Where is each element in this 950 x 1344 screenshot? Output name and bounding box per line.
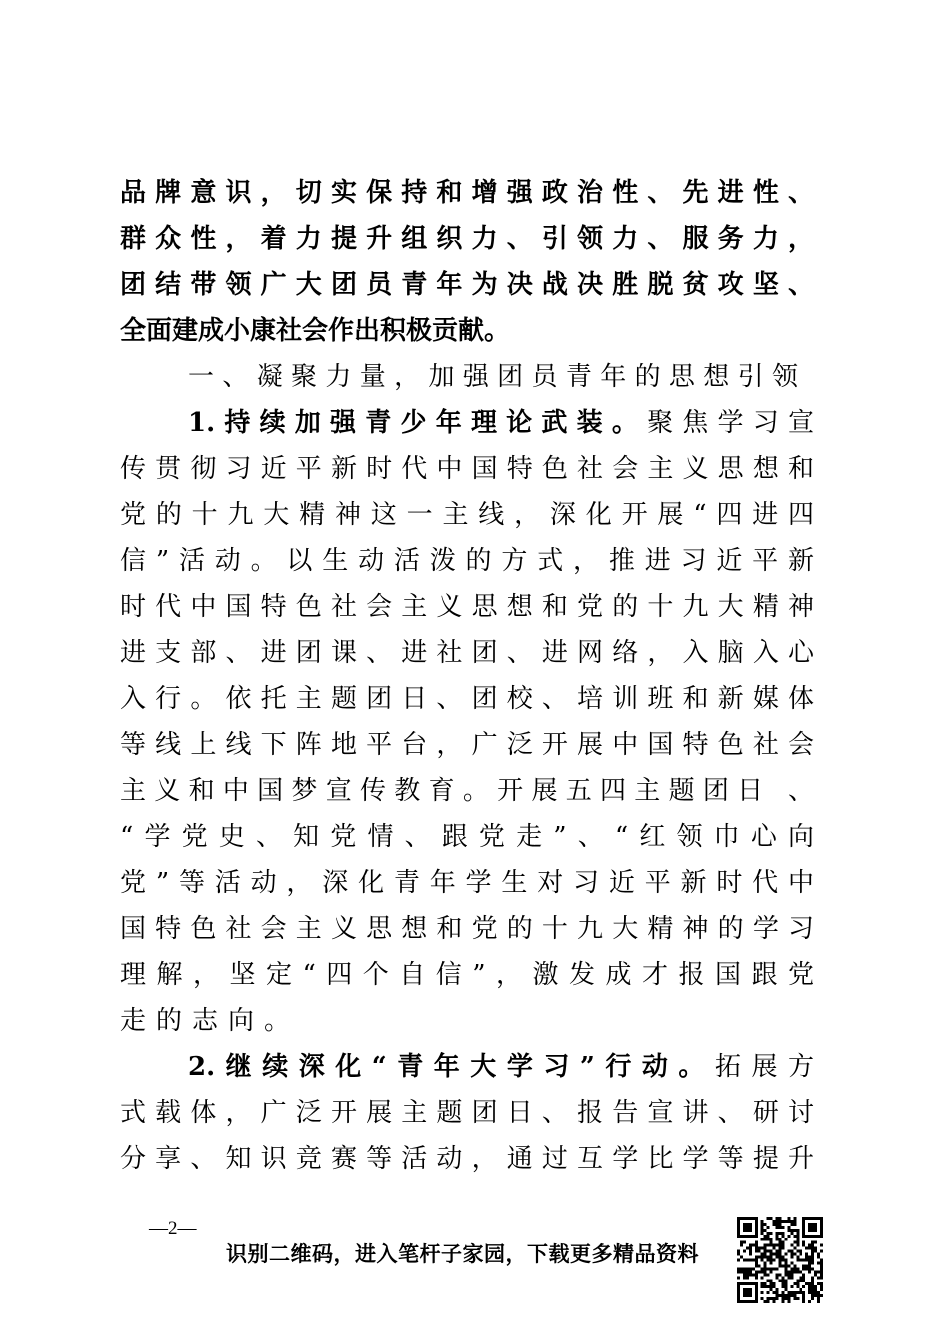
item1-line-6: 入行。依托主题团日、团校、培训班和新媒体 — [120, 684, 814, 714]
section-heading: 一、凝聚力量，加强团员青年的思想引领 — [188, 362, 798, 392]
intro-line-1: 品牌意识，切实保持和增强政治性、先进性、 — [120, 178, 814, 208]
item1-line-4: 时代中国特色社会主义思想和党的十九大精神 — [120, 592, 814, 622]
item2-line-1: 式载体，广泛开展主题团日、报告宣讲、研讨 — [120, 1098, 814, 1128]
item1-line-10: 党”等活动，深化青年学生对习近平新时代中 — [120, 868, 814, 898]
qr-code-icon[interactable] — [737, 1217, 823, 1303]
intro-line-2: 群众性，着力提升组织力、引领力、服务力， — [120, 224, 814, 254]
item1-line-11: 国特色社会主义思想和党的十九大精神的学习 — [120, 914, 814, 944]
item1-line-9: “学党史、知党情、跟党走”、“红领巾心向 — [120, 822, 814, 852]
item1-line-13: 走的志向。 — [120, 1006, 301, 1036]
item2-first-line-rest: 拓展方 — [714, 1052, 814, 1082]
item1-line-2: 党的十九大精神这一主线，深化开展“四进四 — [120, 500, 814, 530]
item1-line-8: 主义和中国梦宣传教育。开展五四主题团日 、 — [120, 776, 814, 806]
item1-title: 1.持续加强青少年理论武装。 — [188, 408, 648, 438]
item1-line-3: 信”活动。以生动活泼的方式，推进习近平新 — [120, 546, 814, 576]
page-number: —2— — [149, 1218, 197, 1239]
item2-first-line — [188, 1044, 814, 1090]
item2-line-2: 分享、知识竞赛等活动，通过互学比学等提升 — [120, 1144, 814, 1174]
item2-title: 2.继续深化“青年大学习”行动。 — [188, 1052, 715, 1082]
intro-line-3: 团结带领广大团员青年为决战决胜脱贫攻坚、 — [120, 270, 814, 300]
item1-line-5: 进支部、进团课、进社团、进网络，入脑入心 — [120, 638, 814, 668]
item1-first-line — [188, 400, 814, 446]
item1-line-12: 理解，坚定“四个自信”，激发成才报国跟党 — [120, 960, 814, 990]
item1-line-1: 传贯彻习近平新时代中国特色社会主义思想和 — [120, 454, 814, 484]
item1-first-line-rest: 聚焦学习宣 — [647, 408, 814, 438]
item1-line-7: 等线上线下阵地平台，广泛开展中国特色社会 — [120, 730, 814, 760]
footer-note: 识别二维码，进入笔杆子家园，下载更多精品资料 — [226, 1242, 699, 1266]
intro-line-4: 全面建成小康社会作出积极贡献。 — [120, 316, 511, 346]
